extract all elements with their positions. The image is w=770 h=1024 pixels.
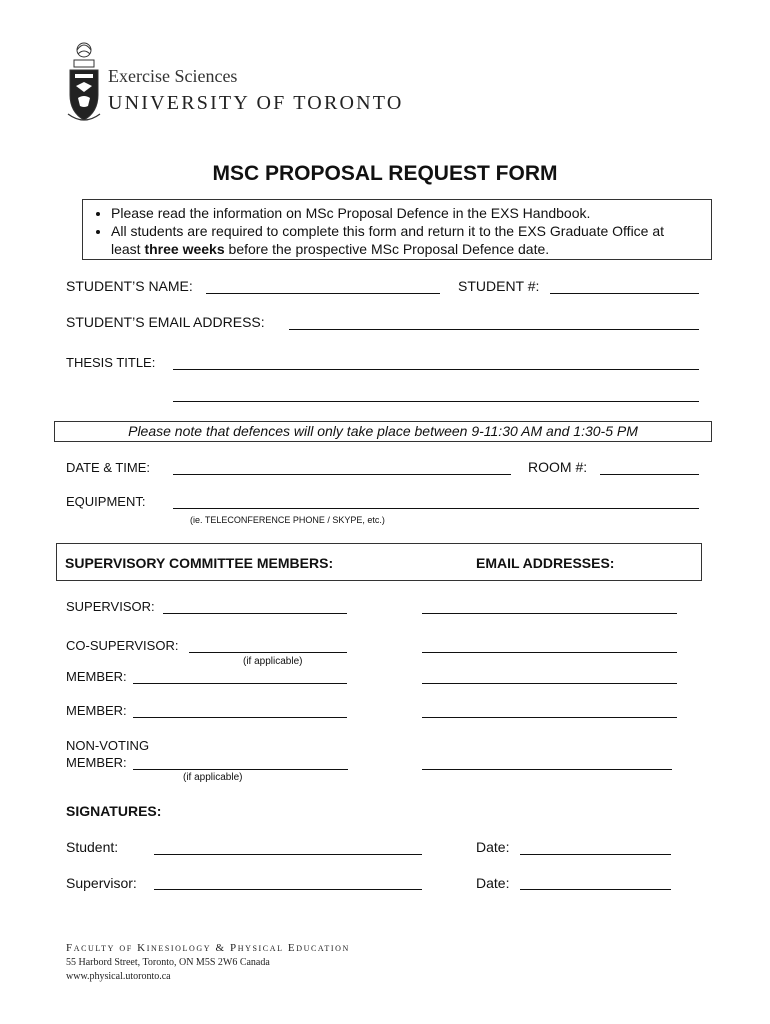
member-label-2: MEMBER:: [66, 703, 127, 718]
supervisor-signature-label: Supervisor:: [66, 875, 137, 891]
cosupervisor-hint: (if applicable): [243, 656, 303, 667]
student-signature-field[interactable]: [154, 854, 422, 855]
member-email-field-2[interactable]: [422, 717, 677, 718]
instruction-item: • Please read the information on MSc Proposal Defence in the EXS Handbook.: [111, 204, 691, 222]
equipment-field[interactable]: [173, 508, 699, 509]
supervisor-email-field[interactable]: [422, 613, 677, 614]
form-title: MSC PROPOSAL REQUEST FORM: [212, 162, 558, 185]
instructions-list: [83, 204, 691, 258]
thesis-title-field[interactable]: [173, 369, 699, 370]
equipment-hint: (ie. TELECONFERENCE PHONE / SKYPE, etc.): [190, 515, 385, 525]
footer-address: 55 Harbord Street, Toronto, ON M5S 2W6 Canada: [66, 957, 270, 968]
member-field-2[interactable]: [133, 717, 347, 718]
member-label: MEMBER:: [66, 669, 127, 684]
supervisor-label: SUPERVISOR:: [66, 599, 155, 614]
student-name-field[interactable]: [206, 293, 440, 294]
student-date-label: Date:: [476, 839, 510, 855]
instruction-emphasis: three weeks: [144, 241, 225, 257]
cosupervisor-email-field[interactable]: [422, 652, 677, 653]
supervisor-signature-field[interactable]: [154, 889, 422, 890]
nonvoting-hint: (if applicable): [183, 772, 243, 783]
university-name: UNIVERSITY OF TORONTO: [108, 92, 404, 114]
instruction-text: before the prospective MSc Proposal Defence date.: [224, 241, 550, 257]
date-time-label: DATE & TIME:: [66, 460, 151, 475]
room-label: ROOM #:: [528, 459, 588, 475]
nonvoting-label-line2: MEMBER:: [66, 755, 127, 770]
supervisor-date-label: Date:: [476, 875, 510, 891]
student-email-field[interactable]: [289, 329, 699, 330]
student-signature-label: Student:: [66, 839, 119, 855]
thesis-title-label: THESIS TITLE:: [66, 355, 156, 370]
supervisor-field[interactable]: [163, 613, 347, 614]
student-email-label: STUDENT’S EMAIL ADDRESS:: [66, 314, 265, 330]
nonvoting-member-field[interactable]: [133, 769, 348, 770]
member-field[interactable]: [133, 683, 347, 684]
instruction-item: [111, 222, 691, 258]
student-number-field[interactable]: [550, 293, 699, 294]
thesis-title-field-line2[interactable]: [173, 401, 699, 402]
footer-faculty-name: Faculty of Kinesiology & Physical Education: [66, 942, 350, 954]
cosupervisor-label: CO-SUPERVISOR:: [66, 638, 179, 653]
email-addresses-header: EMAIL ADDRESSES:: [476, 555, 615, 571]
student-name-label: STUDENT’S NAME:: [66, 278, 193, 294]
room-field[interactable]: [600, 474, 699, 475]
nonvoting-label-line1: NON-VOTING: [66, 738, 150, 753]
equipment-label: EQUIPMENT:: [66, 494, 146, 509]
supervisor-date-field[interactable]: [520, 889, 671, 890]
student-date-field[interactable]: [520, 854, 671, 855]
member-email-field[interactable]: [422, 683, 677, 684]
instructions-box: [82, 199, 712, 260]
defence-time-note: Please note that defences will only take place between 9-11:30 AM and 1:30-5 PM: [128, 423, 638, 439]
committee-header-box: [56, 543, 702, 581]
defence-time-note-box: [54, 421, 712, 442]
date-time-field[interactable]: [173, 474, 511, 475]
student-number-label: STUDENT #:: [458, 278, 540, 294]
cosupervisor-field[interactable]: [189, 652, 347, 653]
university-crest-icon: [64, 40, 104, 126]
footer-website[interactable]: www.physical.utoronto.ca: [66, 971, 171, 982]
signatures-heading: SIGNATURES:: [66, 803, 162, 819]
committee-members-header: SUPERVISORY COMMITTEE MEMBERS:: [65, 555, 334, 571]
department-name: Exercise Sciences: [108, 66, 238, 86]
instruction-text: All students are required to complete this form and return it to the EXS Graduate Office at least: [111, 223, 665, 257]
nonvoting-member-email-field[interactable]: [422, 769, 672, 770]
